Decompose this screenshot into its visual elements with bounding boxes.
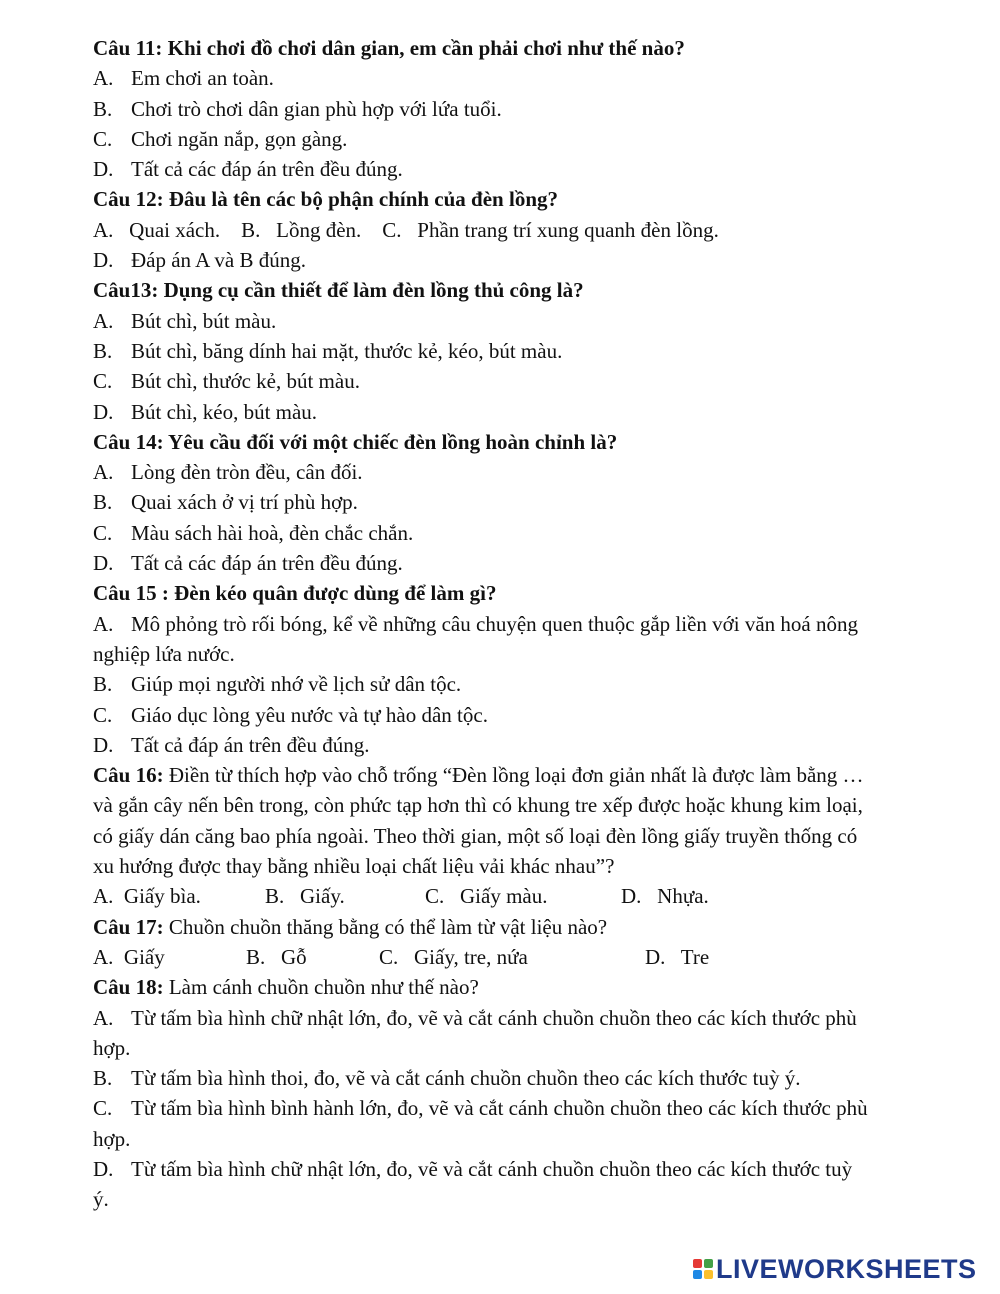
question-11-option-b: B. Chơi trò chơi dân gian phù hợp với lứa tuổi. — [93, 96, 502, 121]
question-18-option-b: B. Từ tấm bìa hình thoi, đo, vẽ và cắt cánh chuồn chuồn theo các kích thước tuỳ ý. — [93, 1066, 801, 1091]
question-12-title: Câu 12: Đâu là tên các bộ phận chính của đèn lồng? — [93, 187, 559, 212]
question-18-option-d: D. Từ tấm bìa hình chữ nhật lớn, đo, vẽ và cắt cánh chuồn chuồn theo các kích thước tuỳ — [93, 1156, 853, 1181]
question-16-label: Câu 16: — [93, 763, 164, 788]
question-14-option-a: A. Lòng đèn tròn đều, cân đối. — [93, 460, 363, 485]
question-15-option-b: B. Giúp mọi người nhớ về lịch sử dân tộc. — [93, 672, 462, 697]
worksheet-page — [93, 33, 943, 1215]
question-16-line-1: Câu 16: Điền từ thích hợp vào chỗ trống “Đèn lồng loại đơn giản nhất là được làm bằng … — [93, 763, 864, 788]
question-17-options: A. Giấy B. Gỗ C. Giấy, tre, nứa D. Tre — [93, 944, 710, 969]
question-16-options: A. Giấy bìa. B. Giấy. C. Giấy màu. D. Nhựa. — [93, 884, 709, 909]
question-11-option-c: C. Chơi ngăn nắp, gọn gàng. — [93, 126, 348, 151]
question-16-line-2: và gắn cây nến bên trong, còn phức tạp hơn thì có khung tre xếp được hoặc khung kim loại, — [93, 793, 863, 818]
question-12-option-d: D. Đáp án A và B đúng. — [93, 248, 306, 273]
question-18-option-a: A. Từ tấm bìa hình chữ nhật lớn, đo, vẽ và cắt cánh chuồn chuồn theo các kích thước phù — [93, 1005, 857, 1030]
question-14-title: Câu 14: Yêu cầu đối với một chiếc đèn lồng hoàn chỉnh là? — [93, 429, 618, 454]
question-14-option-c: C. Màu sách hài hoà, đèn chắc chắn. — [93, 520, 414, 545]
liveworksheets-logo — [693, 1253, 977, 1285]
question-13-option-a: A. Bút chì, bút màu. — [93, 308, 277, 333]
question-15-option-a: A. Mô phỏng trò rối bóng, kể về những câu chuyện quen thuộc gắp liền với văn hoá nông — [93, 611, 859, 636]
question-15-title: Câu 15 : Đèn kéo quân được dùng để làm gì? — [93, 581, 497, 606]
question-11-option-a: A. Em chơi an toàn. — [93, 66, 274, 91]
question-18-option-d-cont: ý. — [93, 1187, 109, 1212]
question-15-option-a-cont: nghiệp lứa nước. — [93, 641, 235, 666]
question-17-label: Câu 17: — [93, 914, 164, 939]
liveworksheets-logo-icon — [693, 1259, 713, 1279]
question-18-option-a-cont: hợp. — [93, 1035, 131, 1060]
question-13-option-b: B. Bút chì, băng dính hai mặt, thước kẻ, kéo, bút màu. — [93, 338, 563, 363]
question-12-options-abc: A. Quai xách. B. Lồng đèn. C. Phần trang trí xung quanh đèn lồng. — [93, 217, 719, 242]
question-11-title: Câu 11: Khi chơi đồ chơi dân gian, em cần phải chơi như thế nào? — [93, 36, 685, 60]
question-13-title: Câu13: Dụng cụ cần thiết để làm đèn lồng thủ công là? — [93, 278, 584, 303]
question-11-option-d: D. Tất cả các đáp án trên đều đúng. — [93, 157, 403, 182]
question-13-option-c: C. Bút chì, thước kẻ, bút màu. — [93, 369, 360, 394]
question-16-line-3: có giấy dán căng bao phía ngoài. Theo thời gian, một số loại đèn lồng giấy truyền thống có — [93, 823, 858, 848]
question-15-option-d: D. Tất cả đáp án trên đều đúng. — [93, 732, 370, 757]
question-14-option-b: B. Quai xách ở vị trí phù hợp. — [93, 490, 358, 515]
question-18-option-c: C. Từ tấm bìa hình bình hành lớn, đo, vẽ và cắt cánh chuồn chuồn theo các kích thước phù — [93, 1096, 868, 1121]
question-15-option-c: C. Giáo dục lòng yêu nước và tự hào dân tộc. — [93, 702, 488, 727]
question-18-option-c-cont: hợp. — [93, 1126, 131, 1151]
question-18-label: Câu 18: — [93, 975, 164, 1000]
question-17-title: Câu 17: Chuồn chuồn thăng bằng có thể làm từ vật liệu nào? — [93, 914, 608, 939]
question-14-option-d: D. Tất cả các đáp án trên đều đúng. — [93, 551, 403, 576]
question-16-line-4: xu hướng được thay bằng nhiều loại chất liệu vải khác nhau”? — [93, 854, 615, 879]
question-18-title: Câu 18: Làm cánh chuồn chuồn như thế nào? — [93, 975, 479, 1000]
question-13-option-d: D. Bút chì, kéo, bút màu. — [93, 399, 318, 424]
liveworksheets-logo-text: LIVEWORKSHEETS — [716, 1253, 977, 1284]
